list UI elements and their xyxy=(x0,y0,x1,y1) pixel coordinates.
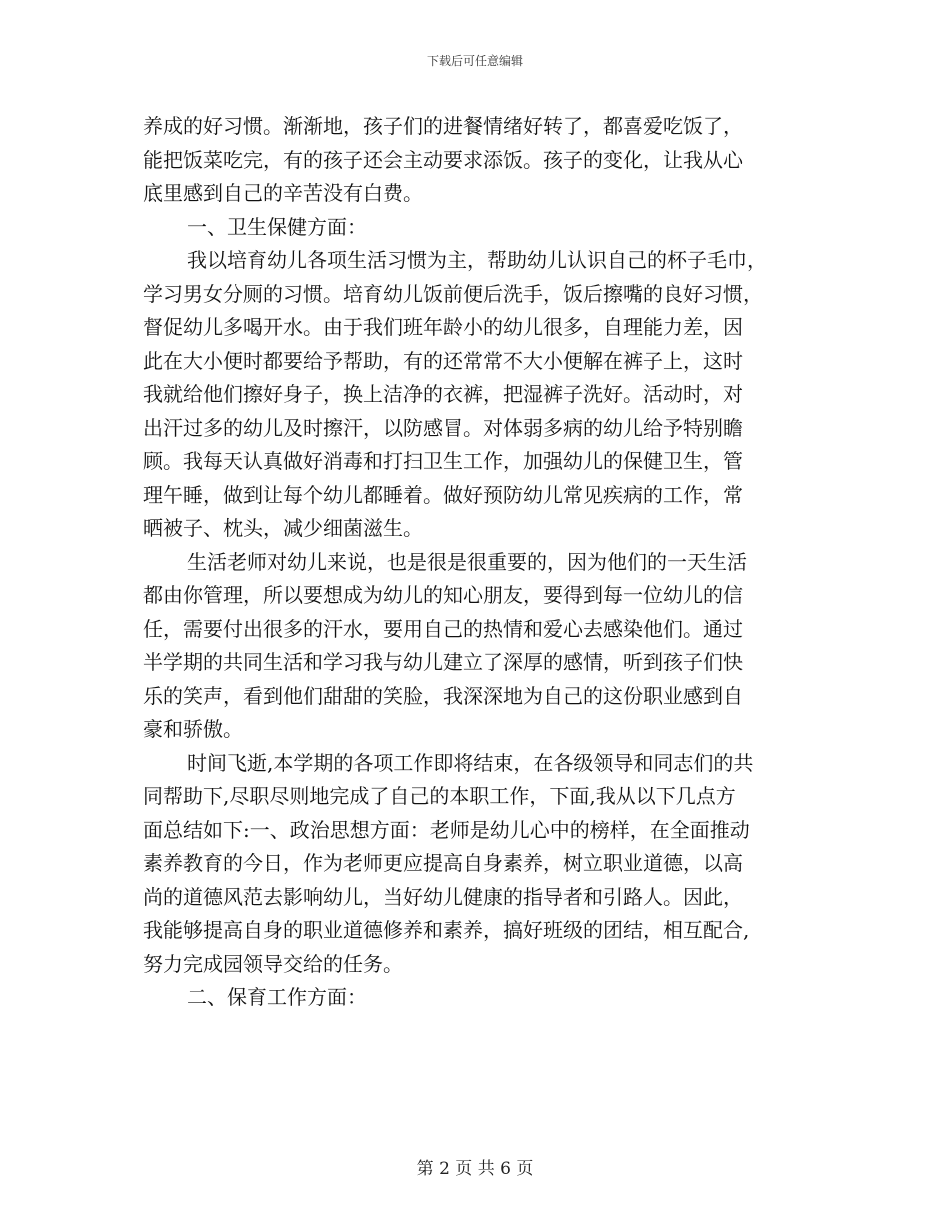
text-line: 半学期的共同生活和学习我与幼儿建立了深厚的感情，听到孩子们快 xyxy=(143,650,743,674)
section-heading: 一、卫生保健方面： xyxy=(187,214,367,239)
text-line: 晒被子、枕头，减少细菌滋生。 xyxy=(143,516,423,540)
document-body xyxy=(143,110,808,1015)
text-line: 豪和骄傲。 xyxy=(143,717,243,741)
text-line: 此在大小便时都要给予帮助，有的还常常不大小便解在裤子上，这时 xyxy=(143,348,743,373)
text-line: 努力完成园领导交给的任务。 xyxy=(143,951,403,976)
text-line: 任，需要付出很多的汗水，要用自己的热情和爱心去感染他们。通过 xyxy=(143,616,743,641)
paragraph-start-line: 生活老师对幼儿来说，也是很是很重要的，因为他们的一天生活 xyxy=(187,549,747,574)
section-heading: 二、保育工作方面： xyxy=(187,985,367,1009)
text-line: 养成的好习惯。渐渐地，孩子们的进餐情绪好转了，都喜爱吃饭了， xyxy=(143,114,743,138)
paragraph-start-line: 时间飞逝,本学期的各项工作即将结束，在各级领导和同志们的共 xyxy=(187,750,754,775)
text-line: 能把饭菜吃完，有的孩子还会主动要求添饭。孩子的变化，让我从心 xyxy=(143,147,743,172)
text-line: 顾。我每天认真做好消毒和打扫卫生工作，加强幼儿的保健卫生，管 xyxy=(143,449,743,473)
text-line: 尚的道德风范去影响幼儿，当好幼儿健康的指导者和引路人。因此， xyxy=(143,884,743,909)
text-line: 督促幼儿多喝开水。由于我们班年龄小的幼儿很多，自理能力差，因 xyxy=(143,315,743,339)
text-line: 都由你管理，所以要想成为幼儿的知心朋友，要得到每一位幼儿的信 xyxy=(143,583,743,607)
text-line: 我能够提高自身的职业道德修养和素养，搞好班级的团结，相互配合, xyxy=(143,918,750,942)
text-line: 素养教育的今日，作为老师更应提高自身素养，树立职业道德，以高 xyxy=(143,851,743,875)
paragraph-start-line: 我以培育幼儿各项生活习惯为主，帮助幼儿认识自己的杯子毛巾， xyxy=(187,248,767,272)
text-line: 出汗过多的幼儿及时擦汗，以防感冒。对体弱多病的幼儿给予特别瞻 xyxy=(143,415,743,440)
page-number: 第 2 页 共 6 页 xyxy=(416,1159,534,1179)
text-line: 学习男女分厕的习惯。培育幼儿饭前便后洗手，饭后擦嘴的良好习惯， xyxy=(143,281,763,306)
text-line: 乐的笑声，看到他们甜甜的笑脸，我深深地为自己的这份职业感到自 xyxy=(143,683,743,708)
text-line: 同帮助下,尽职尽则地完成了自己的本职工作，下面,我从以下几点方 xyxy=(143,784,736,808)
text-line: 我就给他们擦好身子，换上洁净的衣裤，把湿裤子洗好。活动时，对 xyxy=(143,382,743,406)
page-header: 下载后可任意编辑 xyxy=(426,54,523,68)
text-line: 面总结如下:一、政治思想方面：老师是幼儿心中的榜样，在全面推动 xyxy=(143,817,750,842)
text-line: 理午睡，做到让每个幼儿都睡着。做好预防幼儿常见疾病的工作，常 xyxy=(143,482,743,507)
text-line: 底里感到自己的辛苦没有白费。 xyxy=(143,181,423,205)
